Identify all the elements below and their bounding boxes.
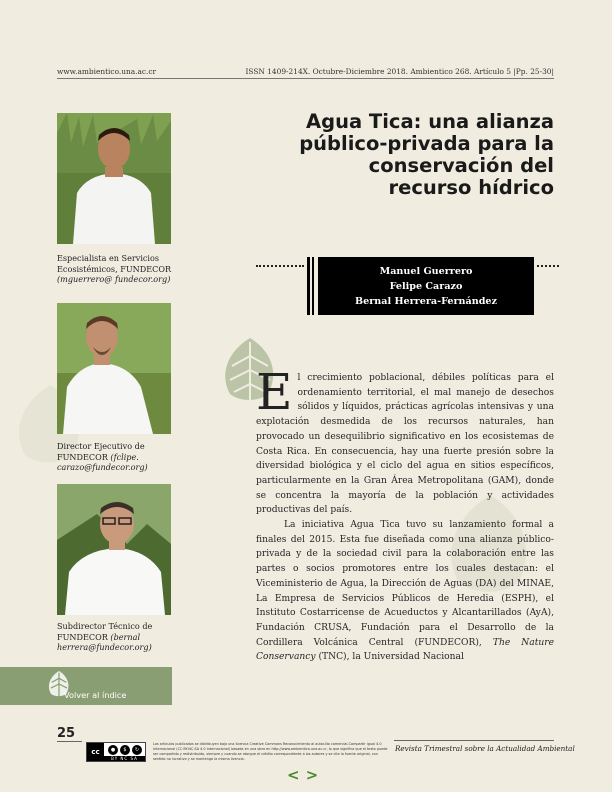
paragraph-text: (TNC), la Universidad Nacional [315, 652, 464, 663]
bio-email[interactable]: (fclipe. carazo@fundecor.org) [57, 451, 148, 473]
page-number: 25 [57, 726, 76, 741]
dotted-divider [256, 265, 304, 267]
author-name: Manuel Guerrero [379, 266, 473, 277]
title-line: público-privada para la [299, 132, 554, 155]
bio-role: Especialista en Servicios Ecosistémicos, FUNDECOR [57, 253, 172, 274]
paragraph-text: l crecimiento poblacional, débiles políticas para el ordenamiento territorial, el mal manejo de desechos sólidos y líquidos, prácticas agrícolas intensivas y una explotación desmedida de los recursos naturales, han provocado un desequilibrio significativo en los ecosistemas de Costa Rica. En consecuencia, hay una fuerte presión sobre la diversidad biológica y el ciclo del agua en sitios específicos, particularmente en la Gran Área Metropolitana (GAM), donde se concentra la mayoría de la población y actividades productivas del país. [256, 373, 554, 516]
footer-divider [394, 740, 554, 741]
title-line: Agua Tica: una alianza [306, 110, 554, 133]
author-bio-herrera [57, 621, 175, 653]
page-navigation [287, 766, 324, 784]
drop-cap: E [256, 363, 293, 421]
bio-email[interactable]: (bernal herrera@fundecor.org) [57, 631, 152, 653]
bio-role: Subdirector Técnico de FUNDECOR [57, 621, 153, 642]
author-name: Felipe Carazo [389, 281, 463, 292]
paragraph [256, 518, 554, 665]
paragraph-emphasis: The Nature Conservancy [256, 637, 554, 663]
article-title [254, 111, 554, 199]
journal-website[interactable]: www.ambientico.una.ac.cr [57, 67, 157, 76]
sa-icon: ↻ [132, 745, 142, 755]
back-to-index-label[interactable]: Volver al índice [64, 690, 127, 700]
paragraph [256, 363, 554, 518]
license-text: Los artículos publicados se distribuyen bajo una licencia Creative Commons Reconocimiento al autor-No comercial-Compartir igual 4.0 Internacional (CC BY-NC-SA 4.0 Internacional) basada en una obra en http://www.ambientico.una.ac.cr, lo que significa que el texto puede ser compartido y redistribuido, siempre y cuando se otorgue el crédito correspondiente a los autores y se cite la fuente original, con sentido no lucrativo y se mantenga la misma licencia. [153, 742, 388, 761]
title-line: recurso hídrico [388, 176, 554, 199]
issue-info: ISSN 1409-214X. Octubre-Diciembre 2018. Ambientico 268. Artículo 5 |Pp. 25-30| [245, 67, 554, 76]
author-photo-carazo [57, 303, 171, 434]
authors-box [318, 257, 534, 315]
footer-divider [57, 741, 82, 742]
title-line: conservación del [368, 154, 554, 177]
author-bio-guerrero [57, 253, 175, 285]
nc-icon: $ [120, 745, 130, 755]
author-name: Bernal Herrera-Fernández [355, 296, 497, 307]
article-body [256, 363, 554, 665]
authors-bar-accent [312, 257, 314, 315]
bio-role: Director Ejecutivo de FUNDECOR [57, 441, 145, 462]
bio-email[interactable]: (mguerrero@ fundecor.org) [57, 274, 171, 285]
authors-bar-accent [307, 257, 310, 315]
author-photo-guerrero [57, 113, 171, 244]
cc-icon: cc [87, 743, 104, 761]
by-icon: ● [108, 745, 118, 755]
cc-terms: BY NC SA [104, 756, 145, 761]
paragraph-text: La iniciativa Agua Tica tuvo su lanzamiento formal a finales del 2015. Esta fue diseñada como una alianza público-privada y de la sociedad civil para la colaboración entre las partes o socios promotores entre los cuales destacan: el Viceministerio de Agua, la Dirección de Aguas (DA) del MINAE, La Empresa de Servicios Públicos de Heredia (ESPH), el Instituto Costarricense de Acueductos y Alcantarillados (AyA), Fundación CRUSA, Fundación para el Desarrollo de la Cordillera Volcánica Central (FUNDECOR), [256, 520, 554, 648]
prev-page-button[interactable]: < [287, 766, 306, 784]
next-page-button[interactable]: > [305, 766, 325, 784]
author-photo-herrera [57, 484, 171, 615]
creative-commons-badge[interactable] [86, 742, 146, 762]
dotted-divider [537, 265, 559, 267]
header-divider [57, 78, 554, 79]
journal-name: Revista Trimestral sobre la Actualidad Ambiental [395, 744, 575, 753]
author-bio-carazo [57, 441, 175, 473]
